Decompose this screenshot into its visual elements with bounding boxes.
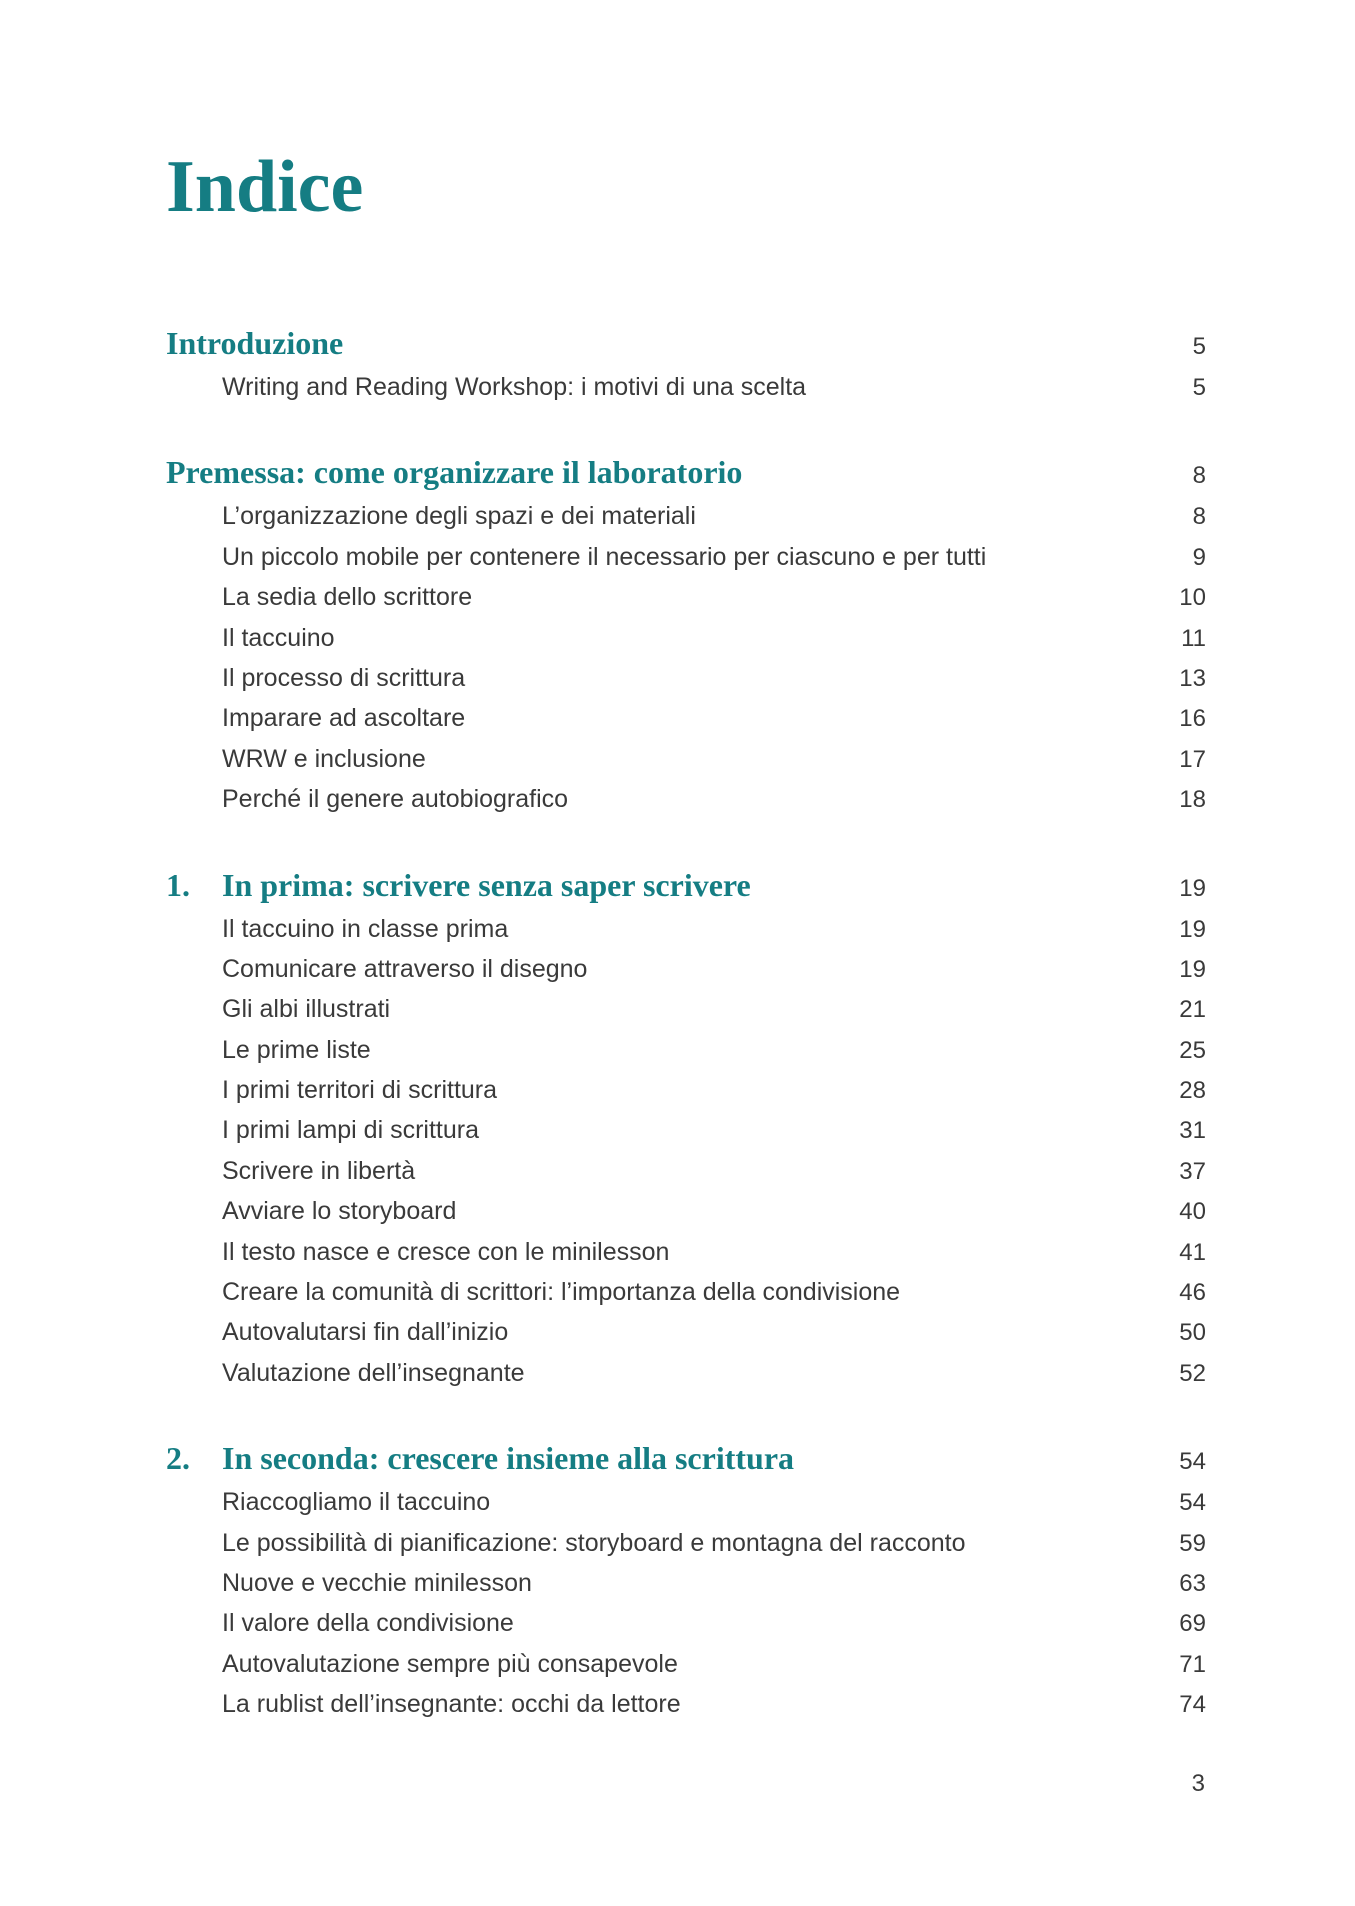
page-title: Indice [166, 146, 364, 228]
toc-entry[interactable] [166, 1036, 1206, 1076]
toc-entry-title: Il taccuino [222, 623, 335, 652]
section-page-number: 54 [1179, 1448, 1206, 1476]
toc-entry-list [166, 1488, 1206, 1730]
section-title: In seconda: crescere insieme alla scrittura [222, 1440, 795, 1477]
toc-entry[interactable] [166, 955, 1206, 995]
toc-entry-title: Il testo nasce e cresce con le minilesson [222, 1237, 670, 1266]
toc-entry-page-number: 10 [1179, 584, 1206, 612]
toc-entry-page-number: 31 [1179, 1117, 1206, 1145]
toc-entry-title: Le possibilità di pianificazione: storyboard e montagna del racconto [222, 1528, 966, 1557]
toc-entry-page-number: 41 [1179, 1238, 1206, 1266]
toc-entry-page-number: 19 [1179, 955, 1206, 983]
toc-entry[interactable] [166, 502, 1206, 542]
toc-section [166, 454, 1206, 825]
toc-entry[interactable] [166, 915, 1206, 955]
toc-entry-page-number: 74 [1179, 1691, 1206, 1719]
toc-entry-page-number: 28 [1179, 1077, 1206, 1105]
toc-entry-page-number: 19 [1179, 915, 1206, 943]
toc-entry[interactable] [166, 1197, 1206, 1237]
toc-entry-title: La sedia dello scrittore [222, 583, 473, 612]
toc-entry-page-number: 63 [1179, 1569, 1206, 1597]
toc-entry[interactable] [166, 1650, 1206, 1690]
toc-entry[interactable] [166, 1116, 1206, 1156]
toc-entry[interactable] [166, 1609, 1206, 1649]
toc-entry-title: Gli albi illustrati [222, 995, 391, 1024]
toc-entry[interactable] [166, 1076, 1206, 1116]
toc-entry-title: Un piccolo mobile per contenere il necessario per ciascuno e per tutti [222, 542, 987, 571]
toc-entry[interactable] [166, 543, 1206, 583]
toc-section-heading[interactable] [166, 867, 1206, 915]
toc-entry-page-number: 59 [1179, 1529, 1206, 1557]
section-title: Introduzione [166, 325, 344, 361]
toc-entry[interactable] [166, 1238, 1206, 1278]
toc-section-heading[interactable] [166, 325, 1206, 373]
toc-entry-page-number: 9 [1192, 543, 1206, 571]
toc-entry[interactable] [166, 1569, 1206, 1609]
toc-entry[interactable] [166, 1359, 1206, 1399]
toc-entry-title: Creare la comunità di scrittori: l’importanza della condivisione [222, 1278, 901, 1307]
section-number: 1. [166, 866, 190, 903]
toc-entry-title: Nuove e vecchie minilesson [222, 1568, 532, 1597]
toc-section [166, 325, 1206, 413]
toc-entry-title: Writing and Reading Workshop: i motivi di una scelta [222, 373, 807, 401]
toc-entry[interactable] [166, 1488, 1206, 1528]
toc-entry[interactable] [166, 995, 1206, 1035]
toc-entry-page-number: 50 [1179, 1319, 1206, 1347]
toc-entry[interactable] [166, 1690, 1206, 1730]
section-page-number: 8 [1192, 462, 1206, 490]
table-of-contents [166, 325, 1206, 1772]
toc-entry-page-number: 16 [1179, 705, 1206, 733]
toc-entry-title: Le prime liste [222, 1035, 371, 1064]
toc-entry-title: Riaccogliamo il taccuino [222, 1488, 491, 1517]
toc-section [166, 867, 1206, 1400]
toc-entry-page-number: 71 [1179, 1650, 1206, 1678]
toc-entry-title: Il processo di scrittura [222, 663, 466, 692]
toc-entry[interactable] [166, 704, 1206, 744]
toc-entry[interactable] [166, 664, 1206, 704]
toc-entry-page-number: 21 [1179, 996, 1206, 1024]
toc-entry-list [166, 915, 1206, 1400]
toc-entry[interactable] [166, 583, 1206, 623]
toc-entry-title: Il valore della condivisione [222, 1609, 514, 1638]
toc-entry[interactable] [166, 785, 1206, 825]
toc-entry-page-number: 69 [1179, 1610, 1206, 1638]
toc-entry[interactable] [166, 373, 1206, 413]
toc-entry-page-number: 37 [1179, 1157, 1206, 1185]
toc-section-heading[interactable] [166, 454, 1206, 502]
toc-entry-page-number: 52 [1179, 1359, 1206, 1387]
toc-entry-title: Autovalutazione sempre più consapevole [222, 1649, 678, 1678]
toc-entry-page-number: 13 [1179, 664, 1206, 692]
toc-entry-title: L’organizzazione degli spazi e dei materiali [222, 502, 696, 531]
section-title: In prima: scrivere senza saper scrivere [222, 866, 751, 903]
section-number: 2. [166, 1440, 190, 1477]
toc-entry-title: WRW e inclusione [222, 744, 426, 773]
toc-entry-title: Imparare ad ascoltare [222, 704, 466, 733]
toc-entry-page-number: 17 [1179, 745, 1206, 773]
section-title: Premessa: come organizzare il laboratorio [166, 454, 743, 491]
toc-entry[interactable] [166, 1278, 1206, 1318]
toc-entry[interactable] [166, 624, 1206, 664]
toc-section-heading[interactable] [166, 1440, 1206, 1488]
page-number: 3 [1191, 1770, 1205, 1797]
toc-entry-page-number: 54 [1179, 1489, 1206, 1517]
toc-entry[interactable] [166, 1529, 1206, 1569]
toc-entry-title: Il taccuino in classe prima [222, 914, 509, 943]
toc-entry-page-number: 11 [1181, 624, 1206, 652]
toc-entry-page-number: 40 [1179, 1198, 1206, 1226]
toc-entry-list [166, 373, 1206, 413]
section-page-number: 19 [1179, 874, 1206, 902]
toc-entry-title: Comunicare attraverso il disegno [222, 954, 588, 983]
section-page-number: 5 [1192, 333, 1206, 360]
toc-entry-page-number: 25 [1179, 1036, 1206, 1064]
toc-entry-page-number: 5 [1192, 374, 1206, 401]
toc-entry[interactable] [166, 1157, 1206, 1197]
toc-entry-page-number: 8 [1192, 503, 1206, 531]
toc-entry-title: I primi territori di scrittura [222, 1076, 498, 1105]
toc-entry-title: I primi lampi di scrittura [222, 1116, 479, 1145]
toc-entry-title: Perché il genere autobiografico [222, 785, 569, 814]
toc-entry-title: Valutazione dell’insegnante [222, 1358, 525, 1387]
toc-section [166, 1440, 1206, 1730]
toc-entry[interactable] [166, 1318, 1206, 1358]
toc-entry-page-number: 18 [1179, 786, 1206, 814]
toc-entry-page-number: 46 [1179, 1279, 1206, 1307]
toc-entry-title: Autovalutarsi fin dall’inizio [222, 1318, 509, 1347]
toc-entry-list [166, 502, 1206, 825]
toc-entry-title: Scrivere in libertà [222, 1156, 416, 1185]
toc-entry[interactable] [166, 745, 1206, 785]
toc-entry-title: Avviare lo storyboard [222, 1197, 457, 1226]
toc-entry-title: La rublist dell’insegnante: occhi da lettore [222, 1690, 681, 1719]
